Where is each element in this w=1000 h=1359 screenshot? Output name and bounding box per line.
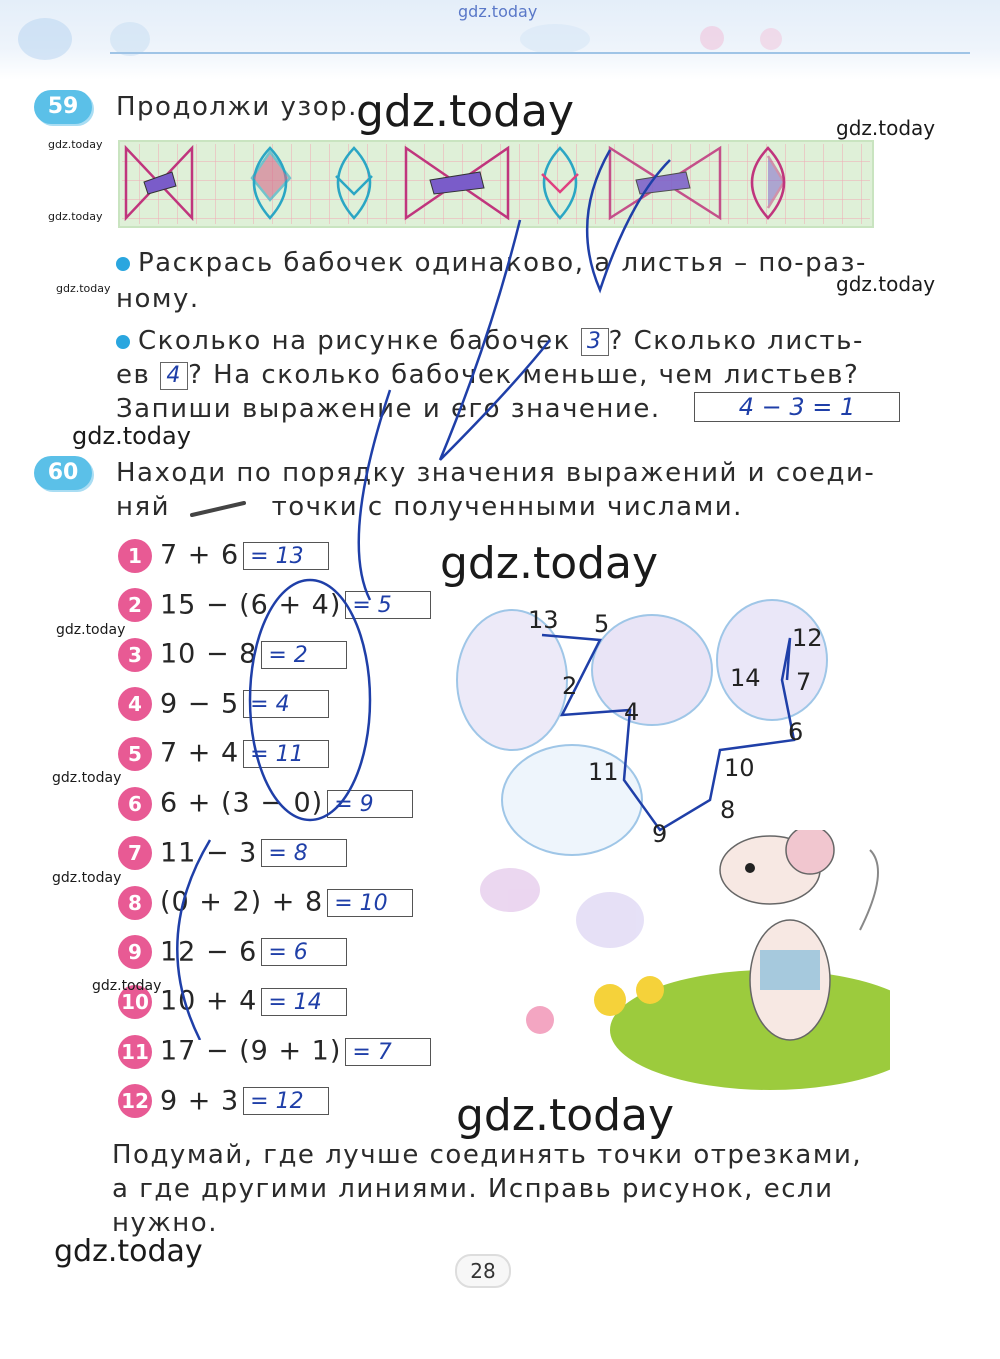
instruction2-part-d: ? На сколько бабочек меньше, чем листьев? xyxy=(188,360,860,390)
point-label: 5 xyxy=(594,610,610,638)
task-60-line2 xyxy=(116,490,743,524)
expression-number: 2 xyxy=(118,588,152,622)
expression-number: 6 xyxy=(118,787,152,821)
task-60-line2-b: точки с полученными числами. xyxy=(271,492,743,522)
expression-text: 12 − 6 xyxy=(160,936,258,968)
expression-answer-box[interactable]: = 14 xyxy=(261,988,347,1016)
point-label: 2 xyxy=(562,672,578,700)
header-decor-circle xyxy=(760,28,782,50)
expression-text: 10 − 8 xyxy=(160,638,258,670)
watermark: gdz.today xyxy=(72,422,191,450)
expression-text: 6 + (3 − 0) xyxy=(160,787,324,819)
expression-number: 12 xyxy=(118,1084,152,1118)
expression-row xyxy=(118,931,347,973)
task-59-instruction2 xyxy=(116,324,936,358)
expression-number: 8 xyxy=(118,886,152,920)
expression-row xyxy=(118,683,329,725)
butterfly-outline xyxy=(457,600,827,855)
expression-answer-box[interactable]: = 6 xyxy=(261,938,347,966)
task-60-footer-line2: а где другими линиями. Исправь рисунок, если xyxy=(112,1174,834,1204)
expression-row xyxy=(118,732,329,774)
expression-text: 10 + 4 xyxy=(160,985,258,1017)
task-59-instruction2-line2 xyxy=(116,358,936,392)
task-59-badge: 59 xyxy=(34,90,92,124)
header-decor-circle xyxy=(520,24,590,54)
expression-text: 15 − (6 + 4) xyxy=(160,589,342,621)
point-label: 11 xyxy=(588,758,619,786)
instruction1-line1: Раскрась бабочек одинаково, а листья – по-раз- xyxy=(138,248,867,278)
point-label: 10 xyxy=(724,754,755,782)
expression-text: 7 + 4 xyxy=(160,737,240,769)
expression-text: 9 − 5 xyxy=(160,688,240,720)
expression-text: (0 + 2) + 8 xyxy=(160,886,324,918)
expression-row xyxy=(118,534,329,576)
watermark: gdz.today xyxy=(52,870,122,886)
task-59-instruction2-line3: Запиши выражение и его значение. xyxy=(116,394,661,424)
watermark: gdz.today xyxy=(54,1234,203,1269)
expression-answer-box[interactable]: = 7 xyxy=(345,1038,431,1066)
expression-row xyxy=(118,832,347,874)
point-label: 13 xyxy=(528,606,559,634)
task-59-instruction1-cont: ному. xyxy=(116,284,200,314)
watermark: gdz.today xyxy=(836,272,936,296)
watermark: gdz.today xyxy=(456,1090,675,1141)
bullet-icon xyxy=(116,257,130,271)
task-59-title: Продолжи узор. xyxy=(116,92,358,122)
watermark: gdz.today xyxy=(56,282,111,295)
expression-answer-box[interactable]: = 9 xyxy=(327,790,413,818)
butterflies-answer-box[interactable]: 3 xyxy=(581,328,609,356)
task-60-badge: 60 xyxy=(34,456,92,490)
point-label: 4 xyxy=(624,698,640,726)
bullet-icon xyxy=(116,335,130,349)
instruction2-part-b: ? Сколько листь- xyxy=(608,326,864,356)
instruction2-part-c: ев xyxy=(116,360,151,390)
header-decor-circle xyxy=(110,22,150,56)
expression-answer-box[interactable]: = 10 xyxy=(327,889,413,917)
task-60-line1: Находи по порядку значения выражений и соеди- xyxy=(116,458,876,488)
watermark: gdz.today xyxy=(48,138,103,151)
watermark: gdz.today xyxy=(92,978,162,994)
expression-number: 11 xyxy=(118,1035,152,1069)
expression-number: 10 xyxy=(118,985,152,1019)
expression-number: 5 xyxy=(118,737,152,771)
expression-number: 3 xyxy=(118,638,152,672)
pattern-strip xyxy=(118,140,874,228)
page-number: 28 xyxy=(455,1254,511,1288)
expression-number: 9 xyxy=(118,935,152,969)
small-butterfly xyxy=(480,868,644,948)
watermark: gdz.today xyxy=(48,210,103,223)
expression-number: 4 xyxy=(118,687,152,721)
header-decor-circle xyxy=(700,26,724,50)
expression-answer-box[interactable]: = 13 xyxy=(243,542,329,570)
expression-row xyxy=(118,782,413,824)
header-site-label: gdz.today xyxy=(458,2,538,21)
expression-text: 11 − 3 xyxy=(160,837,258,869)
expression-answer-box[interactable]: = 4 xyxy=(243,690,329,718)
expression-row xyxy=(118,584,431,626)
expression-row xyxy=(118,633,347,675)
expression-row xyxy=(118,1030,431,1072)
watermark: gdz.today xyxy=(836,116,936,140)
pattern-grid xyxy=(120,142,872,226)
expression-text: 17 − (9 + 1) xyxy=(160,1035,342,1067)
watermark: gdz.today xyxy=(52,770,122,786)
expression-answer-box[interactable]: = 8 xyxy=(261,839,347,867)
instruction2-part-a: Сколько на рисунке бабочек xyxy=(138,326,571,356)
expression-text: 9 + 3 xyxy=(160,1085,240,1117)
header-decor-circle xyxy=(18,18,72,60)
watermark: gdz.today xyxy=(56,622,126,638)
task-59-instruction1 xyxy=(116,246,916,280)
point-label: 12 xyxy=(792,624,823,652)
pencil-icon xyxy=(188,497,248,519)
watermark: gdz.today xyxy=(440,538,659,589)
point-label: 14 xyxy=(730,664,761,692)
task-60-footer-line1: Подумай, где лучше соединять точки отрезками, xyxy=(112,1140,863,1170)
point-label: 6 xyxy=(788,718,804,746)
point-label: 8 xyxy=(720,796,736,824)
expression-answer-box[interactable]: = 5 xyxy=(345,591,431,619)
expression-answer-box[interactable]: = 11 xyxy=(243,740,329,768)
header-line xyxy=(110,52,970,54)
expression-answer-box[interactable]: = 12 xyxy=(243,1087,329,1115)
expression-text: 7 + 6 xyxy=(160,539,240,571)
task-60-line2-a: няй xyxy=(116,492,171,522)
expression-answer-box[interactable]: = 2 xyxy=(261,641,347,669)
expression-number: 7 xyxy=(118,836,152,870)
leaves-answer-box[interactable]: 4 xyxy=(160,362,188,390)
task-60-footer-line3: нужно. xyxy=(112,1208,218,1238)
expression-row xyxy=(118,881,413,923)
point-label: 9 xyxy=(652,820,668,848)
expression-answer-box[interactable]: 4 − 3 = 1 xyxy=(694,392,900,422)
expression-number: 1 xyxy=(118,539,152,573)
expression-row xyxy=(118,1080,329,1122)
watermark: gdz.today xyxy=(356,86,575,137)
mouse-illustration xyxy=(470,830,890,1090)
point-label: 7 xyxy=(796,668,812,696)
